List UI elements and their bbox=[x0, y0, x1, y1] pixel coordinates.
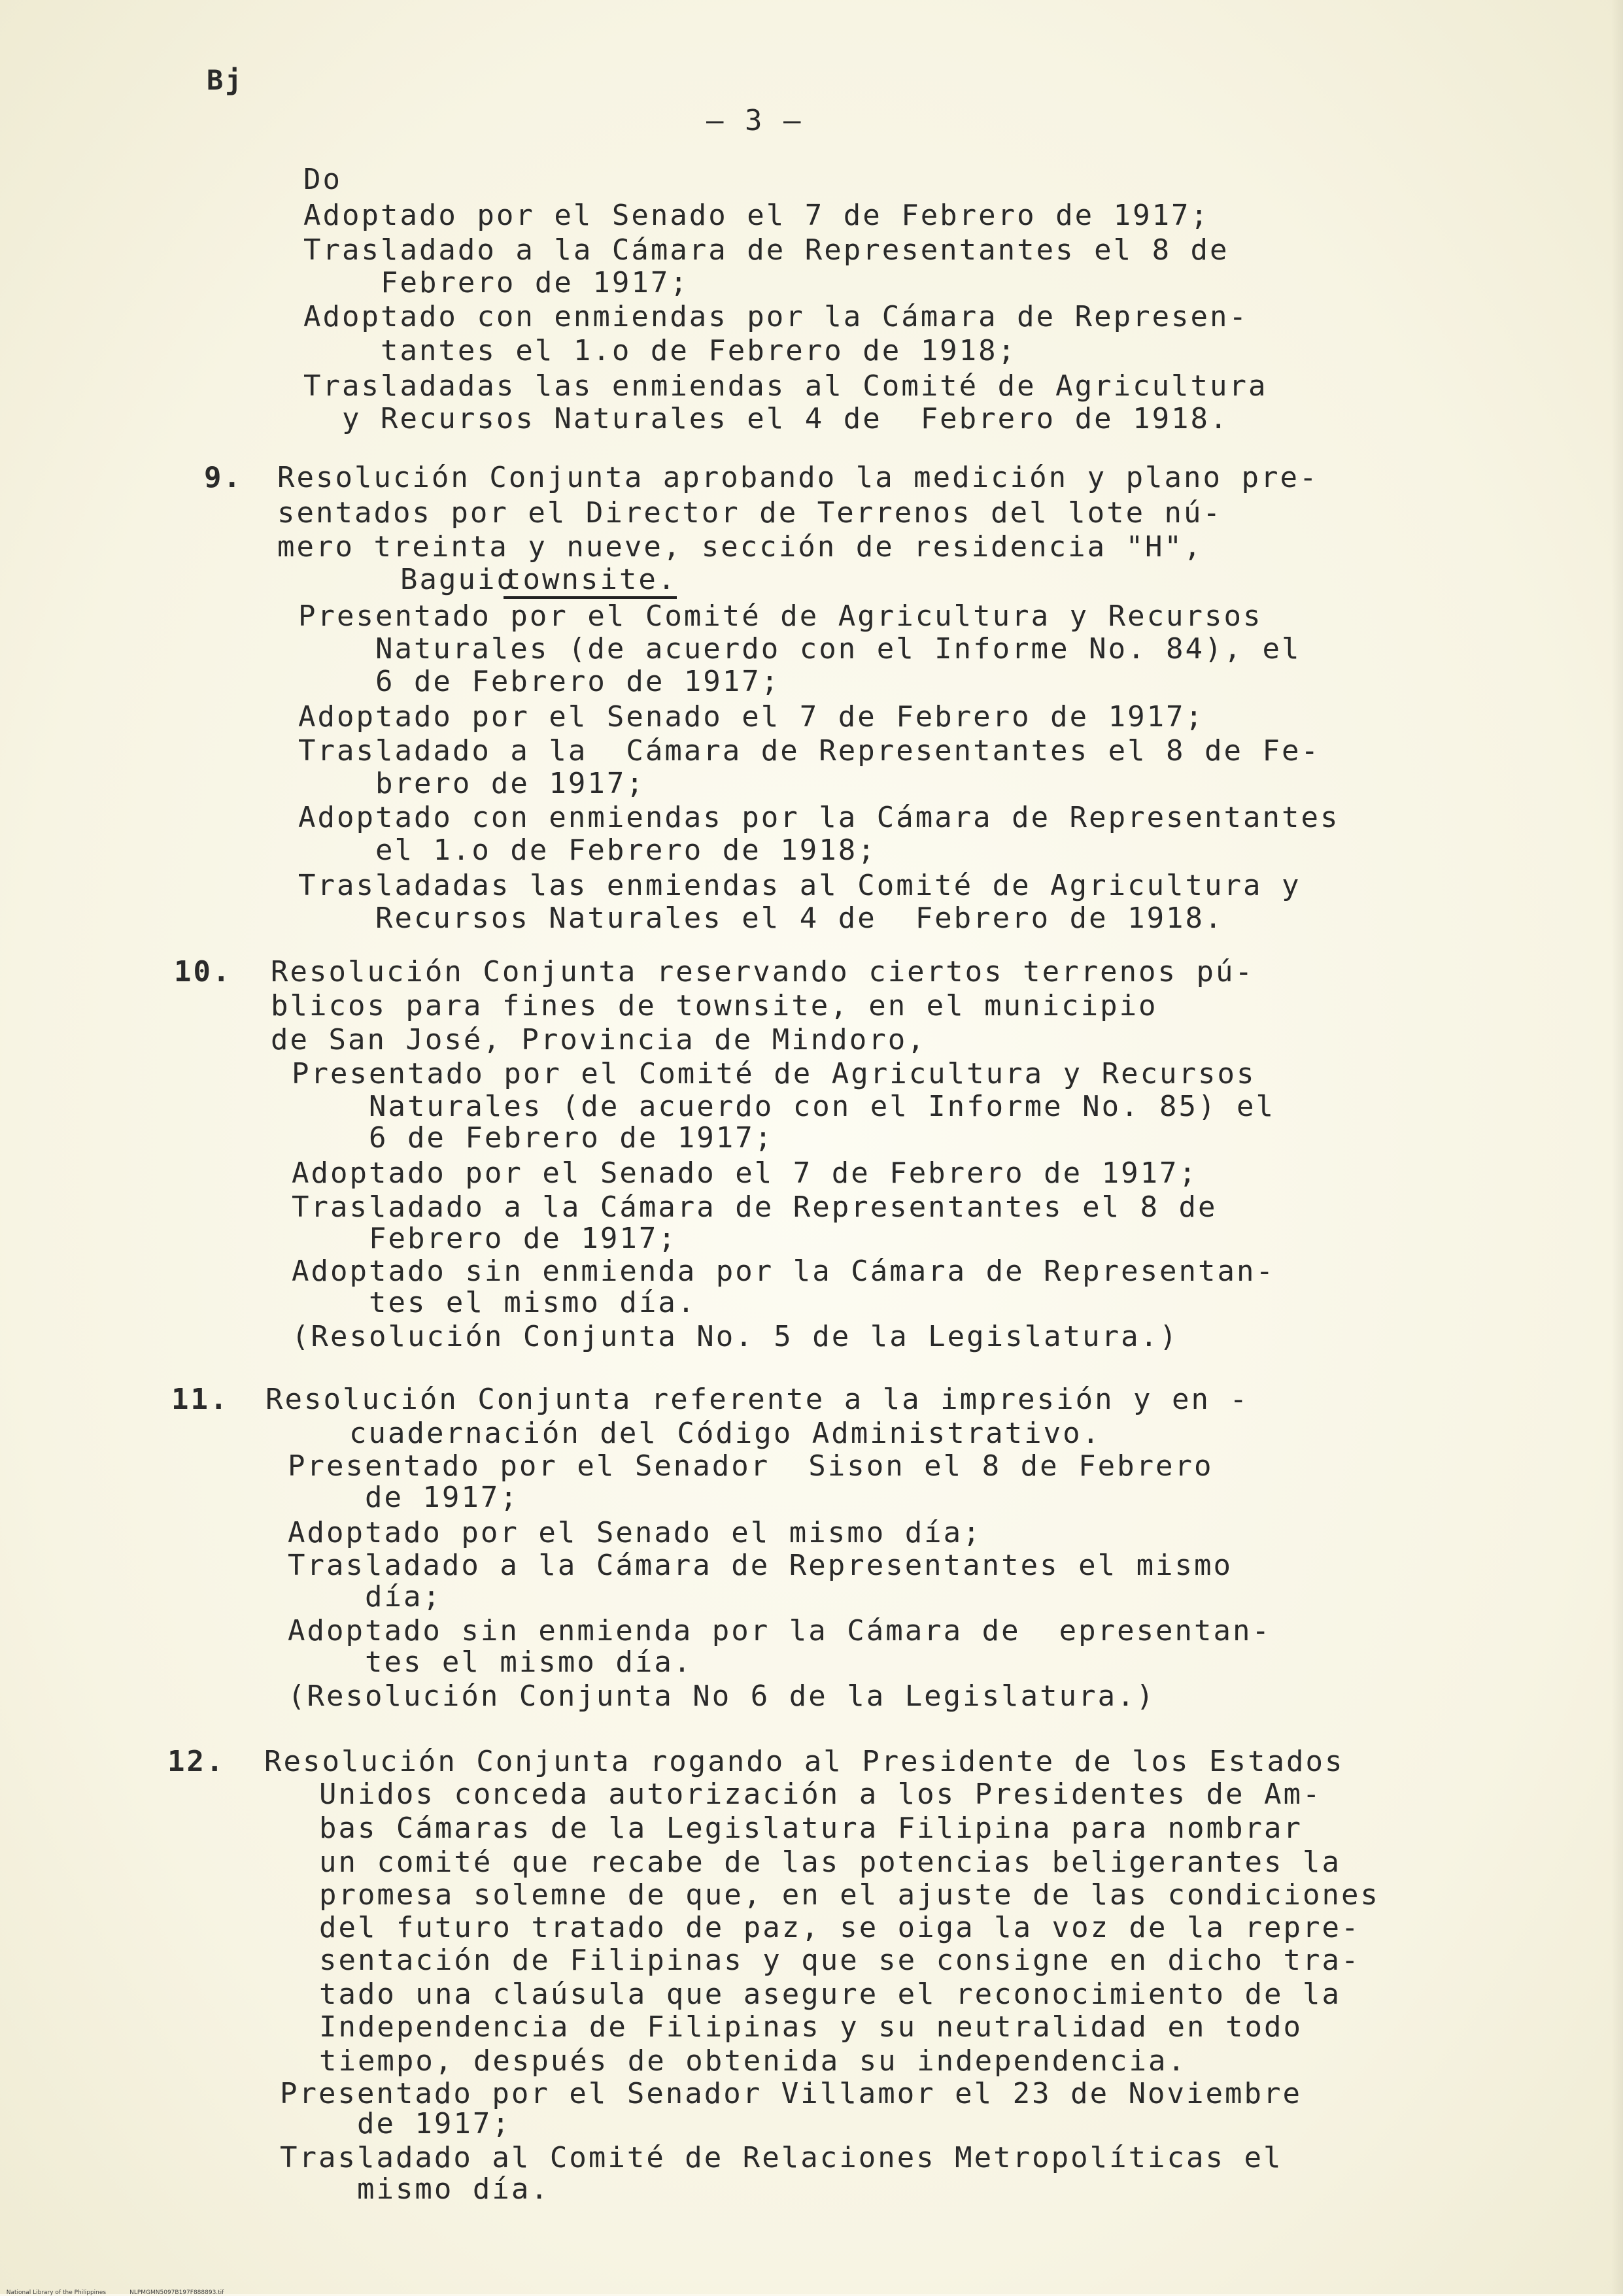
text-line: Adoptado sin enmienda por la Cámara de epresentan- bbox=[288, 1614, 1272, 1647]
text-line: tes el mismo día. bbox=[292, 1286, 697, 1319]
text-line: y Recursos Naturales el 4 de Febrero de 1918. bbox=[303, 402, 1229, 435]
text-line: tiempo, después de obtenida su independencia. bbox=[242, 2044, 1187, 2078]
text-line: Resolución Conjunta rogando al Presidente de los Estados bbox=[264, 1745, 1344, 1778]
text-line: cuadernación del Código Administrativo. bbox=[349, 1417, 1102, 1450]
text-line: blicos para fines de townsite, en el municipio bbox=[271, 989, 1158, 1022]
text-line: de 1917; bbox=[288, 1481, 519, 1514]
text-line: Naturales (de acuerdo con el Informe No. 84), el bbox=[298, 632, 1301, 666]
text-line: Adoptado por el Senado el mismo día; bbox=[288, 1516, 982, 1549]
text-line: Trasladadas las enmiendas al Comité de Agricultura bbox=[303, 369, 1268, 403]
text-line: Resolución Conjunta referente a la impresión y en - bbox=[265, 1383, 1250, 1416]
text-line: Adoptado con enmiendas por la Cámara de Represen- bbox=[303, 300, 1249, 333]
text-line: Adoptado por el Senado el 7 de Febrero de 1917; bbox=[298, 700, 1205, 734]
text-line: promesa solemne de que, en el ajuste de las condiciones bbox=[242, 1878, 1380, 1912]
text-line: de San José, Provincia de Mindoro, bbox=[271, 1023, 927, 1056]
footer-library: National Library of the Philippines bbox=[6, 2289, 107, 2296]
underlined-word: townsite. bbox=[504, 563, 677, 599]
text-line: mero treinta y nueve, sección de residencia "H", bbox=[277, 530, 1203, 564]
text-line: día; bbox=[288, 1580, 442, 1613]
page-number: – 3 – bbox=[706, 104, 803, 137]
text-line: Trasladado a la Cámara de Representantes el 8 de bbox=[303, 233, 1229, 267]
text-line: Trasladado a la Cámara de Representantes el mismo bbox=[288, 1549, 1233, 1582]
file-mark: Bj bbox=[207, 64, 244, 96]
text-line: del futuro tratado de paz, se oiga la voz de la repre- bbox=[242, 1911, 1361, 1944]
footer-code: NLPMGMN5097B197F888893.tif bbox=[129, 2289, 224, 2296]
text-line: Adoptado sin enmienda por la Cámara de Representan- bbox=[292, 1255, 1276, 1288]
text-line: 6 de Febrero de 1917; bbox=[298, 665, 781, 698]
text-line: Presentado por el Senador Villamor el 23 de Noviembre bbox=[280, 2077, 1302, 2110]
item-number: 12. bbox=[167, 1745, 226, 1778]
text-line: bas Cámaras de la Legislatura Filipina para nombrar bbox=[242, 1812, 1303, 1845]
text-line: sentación de Filipinas y que se consigne en dicho tra- bbox=[242, 1944, 1361, 1977]
text-line: tes el mismo día. bbox=[288, 1646, 693, 1679]
page-edge-shadow bbox=[1611, 0, 1623, 2294]
text-line: tantes el 1.o de Febrero de 1918; bbox=[303, 334, 1017, 367]
item-number: 10. bbox=[174, 955, 232, 988]
text-line: Trasladado a la Cámara de Representantes el 8 de bbox=[292, 1190, 1218, 1224]
text-line: Do bbox=[303, 163, 342, 196]
text-line: Presentado por el Senador Sison el 8 de Febrero bbox=[288, 1449, 1214, 1483]
text-line: Febrero de 1917; bbox=[292, 1222, 677, 1255]
text-line: mismo día. bbox=[280, 2172, 550, 2206]
text-line: de 1917; bbox=[280, 2107, 511, 2140]
text-line: tado una claúsula que asegure el reconocimiento de la bbox=[242, 1978, 1341, 2011]
text-line: (Resolución Conjunta No. 5 de la Legislatura.) bbox=[292, 1320, 1179, 1353]
text-line: Unidos conceda autorización a los Presidentes de Am- bbox=[242, 1778, 1322, 1811]
text-line: Resolución Conjunta reservando ciertos terrenos pú- bbox=[271, 955, 1255, 988]
text-line: Adoptado con enmiendas por la Cámara de Representantes bbox=[298, 801, 1340, 834]
text-line: Adoptado por el Senado el 7 de Febrero de 1917; bbox=[292, 1156, 1199, 1190]
text-line: Febrero de 1917; bbox=[303, 266, 689, 299]
text-line: Presentado por el Comité de Agricultura y Recursos bbox=[292, 1057, 1256, 1090]
text-line: 6 de Febrero de 1917; bbox=[292, 1121, 774, 1155]
text-line: un comité que recabe de las potencias beligerantes la bbox=[242, 1846, 1341, 1879]
text-line: Trasladadas las enmiendas al Comité de Agricultura y bbox=[298, 869, 1301, 902]
scan-footer bbox=[3, 2283, 247, 2296]
text-line: Naturales (de acuerdo con el Informe No. 85) el bbox=[292, 1090, 1276, 1123]
text-line: (Resolución Conjunta No 6 de la Legislatura.) bbox=[288, 1680, 1156, 1713]
text-line: el 1.o de Febrero de 1918; bbox=[298, 834, 877, 867]
text-line: Adoptado por el Senado el 7 de Febrero de 1917; bbox=[303, 199, 1210, 232]
text-line: Trasladado al Comité de Relaciones Metropolíticas el bbox=[280, 2141, 1283, 2174]
item-number: 9. bbox=[204, 461, 243, 494]
text-line: brero de 1917; bbox=[298, 767, 645, 800]
text-line: Baguio bbox=[400, 563, 516, 596]
text-line: Independencia de Filipinas y su neutralidad en todo bbox=[242, 2010, 1303, 2044]
text-line: sentados por el Director de Terrenos del lote nú- bbox=[277, 496, 1223, 530]
text-line: Presentado por el Comité de Agricultura y Recursos bbox=[298, 599, 1263, 633]
text-line: Trasladado a la Cámara de Representantes el 8 de Fe- bbox=[298, 734, 1320, 768]
text-line: Recursos Naturales el 4 de Febrero de 1918. bbox=[298, 902, 1224, 935]
item-number: 11. bbox=[171, 1383, 230, 1416]
text-line: Resolución Conjunta aprobando la medición y plano pre- bbox=[277, 461, 1319, 494]
